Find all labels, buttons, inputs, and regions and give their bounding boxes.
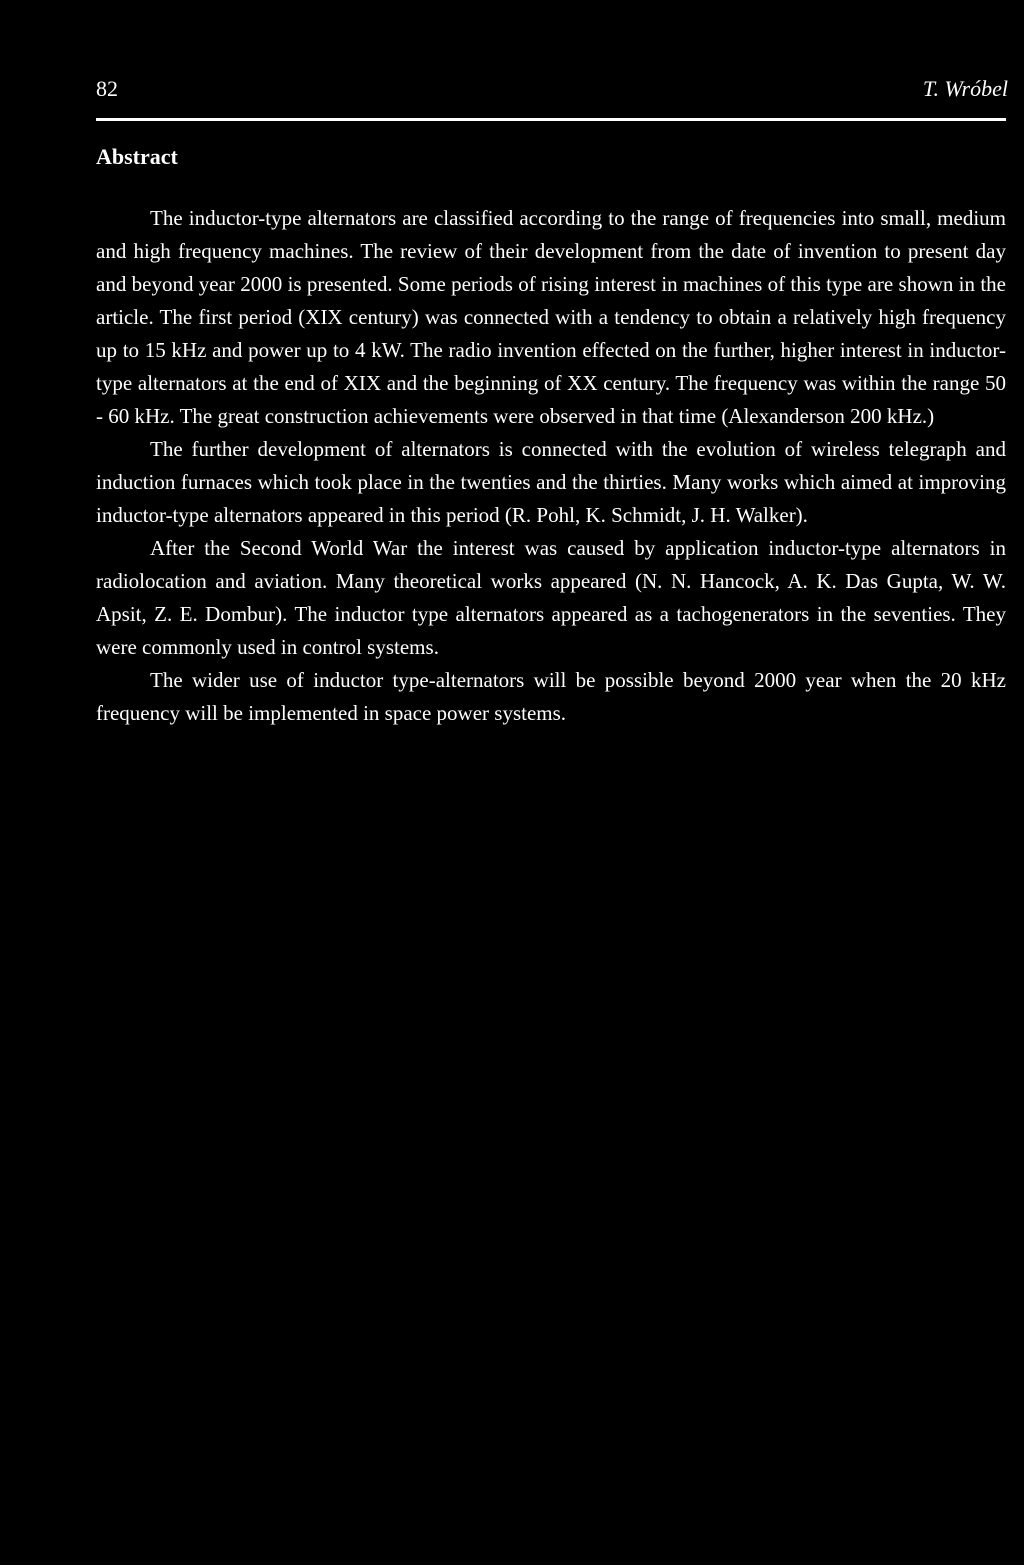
abstract-paragraph: After the Second World War the interest was caused by application inductor-type alternators in radiolocation and aviation. Many theoretical works appeared (N. N. Hancock, A. K. Das Gupta, W. W. Apsit, Z. E. Dombur). The inductor type alternators appeared as a tachogenerators in the seventies. They were commonly used in control systems. (96, 536, 1006, 659)
section-heading: Abstract (96, 144, 178, 169)
page-header (96, 74, 1008, 104)
page-number: 82 (96, 76, 118, 101)
header-rule (96, 118, 1006, 121)
abstract-paragraph: The wider use of inductor type-alternators will be possible beyond 2000 year when the 20 kHz frequency will be implemented in space power systems. (96, 668, 1006, 725)
running-head-author: T. Wróbel (922, 76, 1008, 101)
abstract-paragraph: The inductor-type alternators are classified according to the range of frequencies into small, medium and high frequency machines. The review of their development from the date of invention to present day and beyond year 2000 is presented. Some periods of rising interest in machines of this type are shown in the article. The first period (XIX century) was connected with a tendency to obtain a relatively high frequency up to 15 kHz and power up to 4 kW. The radio invention effected on the further, higher interest in inductor-type alternators at the end of XIX and the beginning of XX century. The frequency was within the range 50 - 60 kHz. The great construction achievements were observed in that time (Alexanderson 200 kHz.) (96, 206, 1006, 428)
abstract-body (96, 202, 1006, 730)
abstract-paragraph: The further development of alternators is connected with the evolution of wireless telegraph and induction furnaces which took place in the twenties and the thirties. Many works which aimed at improving inductor-type alternators appeared in this period (R. Pohl, K. Schmidt, J. H. Walker). (96, 437, 1006, 527)
